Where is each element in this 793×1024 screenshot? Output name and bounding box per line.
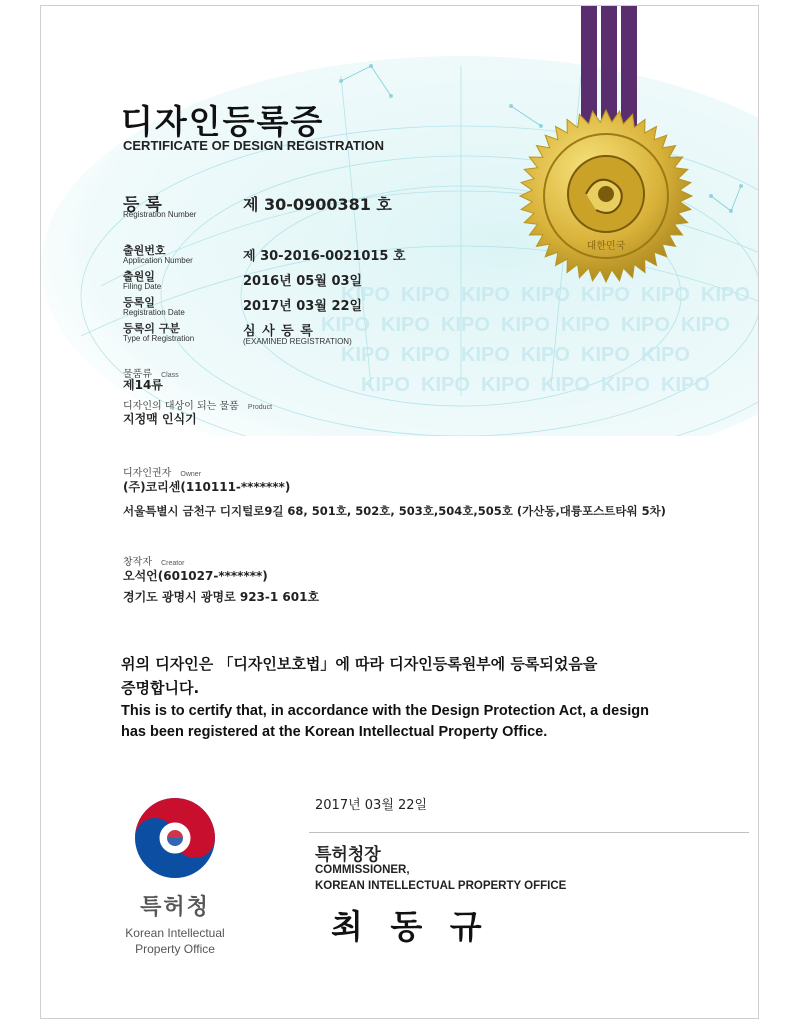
svg-text:KIPO: KIPO	[461, 284, 510, 306]
creator-address: 경기도 광명시 광명로 923-1 601호	[123, 590, 320, 604]
svg-text:KIPO: KIPO	[361, 374, 410, 396]
certification-statement-en-line1: This is to certify that, in accordance with the Design Protection Act, a design	[121, 703, 650, 719]
svg-text:KIPO: KIPO	[541, 374, 590, 396]
svg-text:KIPO: KIPO	[401, 344, 450, 366]
svg-text:KIPO: KIPO	[661, 374, 710, 396]
registration-date-label-en: Registration Date	[123, 308, 185, 317]
svg-text:KIPO: KIPO	[641, 344, 690, 366]
svg-text:KIPO: KIPO	[321, 314, 370, 336]
registration-date-label-kr: 등록일	[123, 296, 155, 309]
product-value: 지정맥 인식기	[123, 412, 197, 426]
kipo-logo-icon	[133, 796, 217, 880]
class-value: 제14류	[123, 378, 163, 392]
certification-statement-en-line2: has been registered at the Korean Intellectual Property Office.	[121, 724, 548, 740]
kipo-logo-text-en-2: Property Office	[135, 942, 215, 956]
office-title-en-2: KOREAN INTELLECTUAL PROPERTY OFFICE	[315, 880, 567, 892]
certification-statement-kr-line2: 증명합니다.	[121, 679, 200, 697]
owner-label-en: Owner	[180, 471, 202, 478]
svg-text:KIPO: KIPO	[601, 374, 650, 396]
kipo-logo-text-en-1: Korean Intellectual	[125, 926, 225, 940]
filing-label-en: Filing Date	[123, 282, 162, 291]
svg-text:KIPO: KIPO	[581, 344, 630, 366]
svg-text:대한민국: 대한민국	[586, 241, 626, 252]
registration-type-en: (EXAMINED REGISTRATION)	[243, 337, 352, 346]
application-label-en: Application Number	[123, 256, 193, 265]
registration-type-label-en: Type of Registration	[123, 334, 195, 343]
registration-date: 2017년 03월 22일	[243, 299, 363, 314]
filing-date: 2016년 05월 03일	[243, 274, 363, 289]
filing-label-kr: 출원일	[123, 270, 155, 283]
registration-type: 심 사 등 록	[243, 324, 314, 339]
svg-text:KIPO: KIPO	[501, 314, 550, 336]
issue-date: 2017년 03월 22일	[315, 798, 428, 813]
registration-type-label-kr: 등록의 구분	[123, 322, 180, 335]
class-label-en: Class	[161, 372, 179, 379]
svg-text:KIPO: KIPO	[421, 374, 470, 396]
svg-text:KIPO: KIPO	[701, 284, 750, 306]
svg-text:KIPO: KIPO	[581, 284, 630, 306]
svg-text:KIPO: KIPO	[441, 314, 490, 336]
commissioner-signature: 최 동 규	[331, 907, 490, 946]
svg-text:KIPO: KIPO	[561, 314, 610, 336]
svg-text:KIPO: KIPO	[461, 344, 510, 366]
application-number: 제 30-2016-0021015 호	[243, 249, 406, 264]
office-title-kr: 특허청장	[315, 845, 381, 865]
creator-label-kr: 창작자	[123, 557, 152, 568]
svg-text:KIPO: KIPO	[681, 314, 730, 336]
svg-text:KIPO: KIPO	[381, 314, 430, 336]
registration-number: 제 30-0900381 호	[243, 195, 392, 214]
owner-name: (주)코리센(110111-*******)	[123, 480, 291, 494]
owner-label-kr: 디자인권자	[123, 468, 172, 479]
certificate	[40, 5, 759, 1019]
creator-label-en: Creator	[161, 560, 185, 567]
svg-text:KIPO: KIPO	[641, 284, 690, 306]
divider-line	[309, 832, 749, 833]
svg-text:KIPO: KIPO	[621, 314, 670, 336]
svg-text:KIPO: KIPO	[401, 284, 450, 306]
class-label-kr: 물품류	[123, 369, 152, 380]
svg-text:KIPO: KIPO	[521, 344, 570, 366]
title-korean: 디자인등록증	[121, 102, 325, 141]
title-english: CERTIFICATE OF DESIGN REGISTRATION	[123, 138, 384, 153]
svg-text:KIPO: KIPO	[521, 284, 570, 306]
product-label-en: Product	[247, 404, 273, 411]
owner-address: 서울특별시 금천구 디지털로9길 68, 501호, 502호, 503호,504호,505호 (가산동,대륭포스트타워 5차)	[123, 504, 666, 518]
gold-seal-icon	[516, 106, 696, 286]
svg-text:KIPO: KIPO	[341, 344, 390, 366]
creator-name: 오석언(601027-*******)	[123, 569, 268, 583]
registration-label-en: Registration Number	[123, 210, 197, 219]
registration-label-kr: 등 록	[123, 195, 162, 215]
application-label-kr: 출원번호	[123, 244, 166, 257]
kipo-logo-text-kr: 특허청	[140, 895, 210, 920]
certification-statement-kr-line1: 위의 디자인은 「디자인보호법」에 따라 디자인등록원부에 등록되었음을	[121, 655, 598, 673]
svg-text:KIPO: KIPO	[481, 374, 530, 396]
product-label-kr: 디자인의 대상이 되는 물품	[123, 401, 239, 412]
office-title-en-1: COMMISSIONER,	[315, 864, 410, 876]
svg-text:KIPO: KIPO	[341, 284, 390, 306]
